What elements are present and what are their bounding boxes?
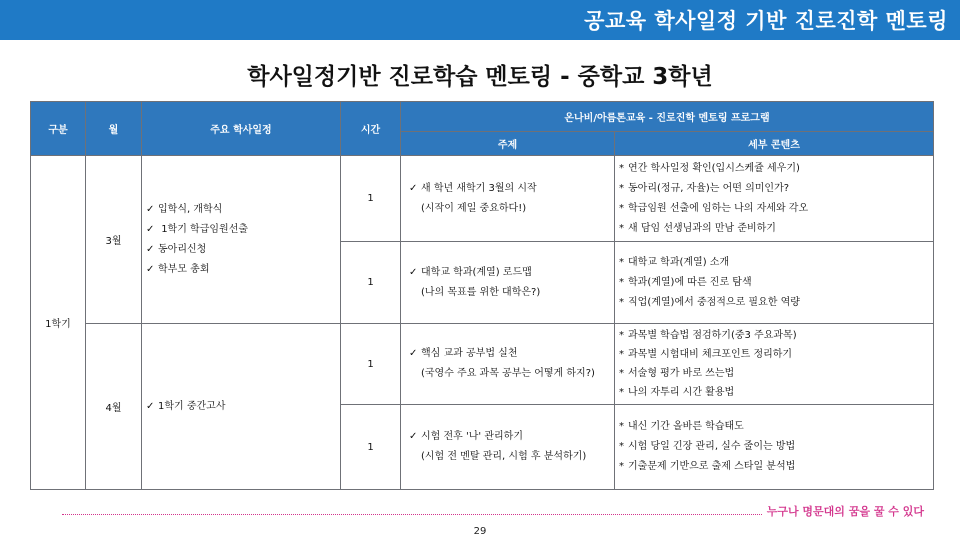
topic-cell bbox=[401, 242, 615, 324]
detail-item: * 연간 학사일정 확인(입시스케쥴 세우기) bbox=[619, 159, 933, 179]
schedule-table bbox=[30, 101, 934, 490]
check-icon: ✓ bbox=[409, 431, 418, 442]
footer-divider bbox=[62, 514, 762, 515]
check-icon: ✓ bbox=[146, 263, 155, 275]
check-icon: ✓ bbox=[146, 400, 155, 412]
bullet-icon: * bbox=[619, 202, 624, 214]
detail-item: * 기출문제 기반으로 출제 스타일 분석법 bbox=[619, 457, 933, 477]
schedule-item: ✓ 1학기 중간고사 bbox=[146, 397, 340, 417]
detail-item: * 학급임원 선출에 임하는 나의 자세와 각오 bbox=[619, 199, 933, 219]
bullet-icon: * bbox=[619, 421, 624, 432]
topic-cell bbox=[401, 324, 615, 405]
bullet-icon: * bbox=[619, 368, 624, 379]
table-row bbox=[31, 324, 934, 405]
detail-item: * 동아리(정규, 자율)는 어떤 의미인가? bbox=[619, 179, 933, 199]
details-cell bbox=[615, 156, 934, 242]
bullet-icon: * bbox=[619, 441, 624, 452]
table-row bbox=[31, 156, 934, 242]
check-icon: ✓ bbox=[146, 223, 155, 235]
schedule-item: ✓ 입학식, 개학식 bbox=[146, 200, 340, 220]
bullet-icon: * bbox=[619, 349, 624, 360]
detail-item: * 나의 자투리 시간 활용법 bbox=[619, 383, 933, 402]
topic-title: ✓ 핵심 교과 공부법 실천 bbox=[409, 344, 614, 364]
topic-subtitle: (나의 목표를 위한 대학은?) bbox=[421, 286, 541, 298]
header-schedule: 주요 학사일정 bbox=[142, 102, 341, 156]
topic-title: ✓ 대학교 학과(계열) 로드맵 bbox=[409, 263, 614, 283]
hours-cell: 1 bbox=[341, 405, 401, 490]
header-month: 월 bbox=[86, 102, 142, 156]
hours-cell: 1 bbox=[341, 156, 401, 242]
bullet-icon: * bbox=[619, 330, 624, 341]
month-cell: 3월 bbox=[86, 156, 142, 324]
bullet-icon: * bbox=[619, 296, 624, 308]
detail-item: * 내신 기간 올바른 학습태도 bbox=[619, 417, 933, 437]
detail-item: * 직업(계열)에서 중점적으로 필요한 역량 bbox=[619, 293, 933, 313]
header-division: 구분 bbox=[31, 102, 86, 156]
page-title: 학사일정기반 진로학습 멘토링 - 중학교 3학년 bbox=[247, 64, 713, 90]
topic-cell bbox=[401, 405, 615, 490]
banner-title: 공교육 학사일정 기반 진로진학 멘토링 bbox=[584, 9, 948, 33]
check-icon: ✓ bbox=[409, 348, 418, 359]
hours-cell: 1 bbox=[341, 242, 401, 324]
detail-item: * 새 담임 선생님과의 만남 준비하기 bbox=[619, 219, 933, 239]
page-number: 29 bbox=[473, 526, 487, 537]
details-cell bbox=[615, 405, 934, 490]
top-banner bbox=[0, 0, 960, 40]
schedule-cell bbox=[142, 324, 341, 490]
details-cell bbox=[615, 324, 934, 405]
detail-item: * 과목별 시험대비 체크포인트 정리하기 bbox=[619, 345, 933, 364]
topic-subtitle: (국영수 주요 과목 공부는 어떻게 하지?) bbox=[421, 368, 595, 379]
table-header-row bbox=[31, 102, 934, 132]
bullet-icon: * bbox=[619, 182, 624, 194]
topic-cell bbox=[401, 156, 615, 242]
month-cell: 4월 bbox=[86, 324, 142, 490]
check-icon: ✓ bbox=[146, 203, 155, 215]
details-cell bbox=[615, 242, 934, 324]
check-icon: ✓ bbox=[409, 266, 418, 278]
schedule-item: ✓ 1학기 학급임원선출 bbox=[146, 220, 340, 240]
bullet-icon: * bbox=[619, 162, 624, 174]
semester-cell: 1학기 bbox=[31, 156, 86, 490]
detail-item: * 학과(계열)에 따른 진로 탐색 bbox=[619, 273, 933, 293]
schedule-item: ✓ 동아리신청 bbox=[146, 240, 340, 260]
check-icon: ✓ bbox=[409, 182, 418, 194]
check-icon: ✓ bbox=[146, 243, 155, 255]
detail-item: * 시험 당일 긴장 관리, 실수 줄이는 방법 bbox=[619, 437, 933, 457]
topic-title: ✓ 새 학년 새학기 3월의 시작 bbox=[409, 179, 614, 199]
topic-subtitle: (시험 전 멘탈 관리, 시험 후 분석하기) bbox=[421, 451, 587, 462]
bullet-icon: * bbox=[619, 461, 624, 472]
footer-slogan: 누구나 명문대의 꿈을 꿀 수 있다 bbox=[766, 505, 924, 518]
header-topic: 주제 bbox=[401, 132, 615, 156]
schedule-cell bbox=[142, 156, 341, 324]
header-details: 세부 콘텐츠 bbox=[615, 132, 934, 156]
bullet-icon: * bbox=[619, 387, 624, 398]
bullet-icon: * bbox=[619, 222, 624, 234]
hours-cell: 1 bbox=[341, 324, 401, 405]
topic-title: ✓ 시험 전후 '나' 관리하기 bbox=[409, 427, 614, 447]
header-hours: 시간 bbox=[341, 102, 401, 156]
detail-item: * 서술형 평가 바로 쓰는법 bbox=[619, 364, 933, 383]
topic-subtitle: (시작이 제일 중요하다!) bbox=[421, 202, 527, 214]
detail-item: * 대학교 학과(계열) 소개 bbox=[619, 253, 933, 273]
schedule-item: ✓ 학부모 총회 bbox=[146, 260, 340, 280]
bullet-icon: * bbox=[619, 276, 624, 288]
bullet-icon: * bbox=[619, 256, 624, 268]
detail-item: * 과목별 학습법 점검하기(중3 주요과목) bbox=[619, 326, 933, 345]
header-program: 온나비/아름톤교육 - 진로진학 멘토링 프로그램 bbox=[401, 102, 934, 132]
